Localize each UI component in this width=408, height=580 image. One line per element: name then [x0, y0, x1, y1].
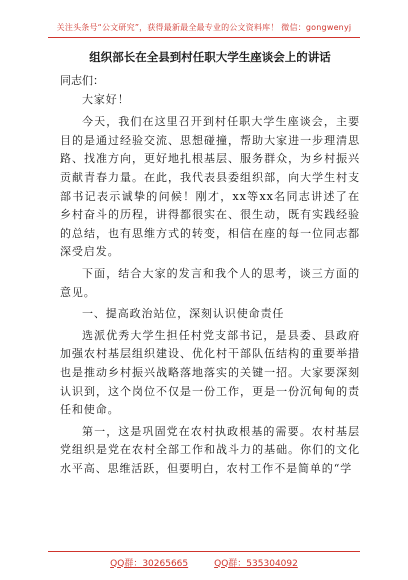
salutation-comrades: 同志们： [60, 74, 104, 87]
document-title: 组织部长在全县到村任职大学生座谈会上的讲话 [89, 50, 331, 64]
header-notice: 关注头条号“公文研究”，获得最新最全最专业的公文资料库！ 微信：gongwenyj [56, 23, 352, 32]
paragraph-outline: 下面，结合大家的发言和我个人的思考，谈三方面的意见。 [60, 266, 360, 299]
footer-qq-group-2[interactable]: QQ群：535304092 [214, 558, 298, 569]
salutation-greeting: 大家好！ [82, 92, 130, 106]
page-header [0, 0, 408, 40]
header-divider [48, 37, 360, 38]
document-body [60, 48, 360, 481]
paragraph-section-1: 选派优秀大学生担任村党支部书记，是县委、县政府加强农村基层组织建设、优化村干部队伍结构的重要举措也是推动乡村振兴战略落地落实的关键一招。大家要深刻认识到，这个岗位不仅是一份工作，更是一份沉甸甸的责任和使命。 [60, 328, 360, 417]
page-footer [0, 552, 408, 572]
section-heading-1: 一、提高政治站位，深刻认识使命责任 [82, 307, 285, 321]
paragraph-point-1: 第一，这是巩固党在农村执政根基的需要。农村基层党组织是党在农村全部工作和战斗力的基础。你们的文化水平高、思维活跃，但要明白，农村工作不是简单的“学 [60, 424, 360, 475]
paragraph-intro: 今天，我们在这里召开到村任职大学生座谈会，主要目的是通过经验交流、思想碰撞，帮助大家进一步理清思路、找准方向，更好地扎根基层、服务群众，为乡村振兴贡献青春力量。在此，我代表县委组织部，向大学生村支部书记表示诚挚的问候！刚才，xx等xx名同志讲述了在乡村奋斗的历程，讲得都很实在、很生动，既有实践经验的总结，也有思维方式的转变，相信在座的每一位同志都深受启发。 [60, 115, 360, 259]
footer-qq-group-1[interactable]: QQ群：30265665 [110, 558, 189, 569]
